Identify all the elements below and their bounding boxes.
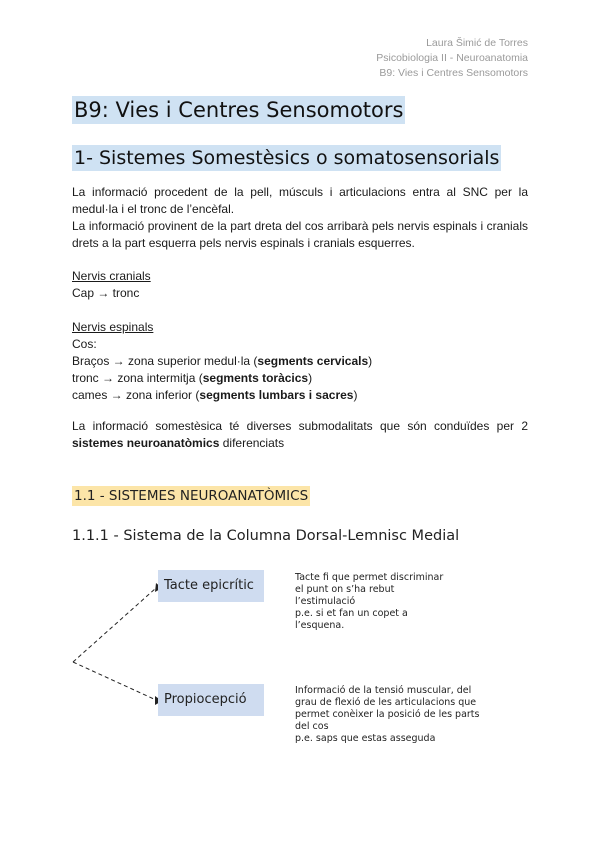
note-1-line-1: Tacte fi que permet discriminar: [295, 572, 444, 583]
paragraph-1-text: La informació procedent de la pell, músculs i articulacions entra al SNC per la medul·la i el tronc de l’encèfal.: [72, 185, 528, 216]
cranial-nerves-label: Nervis cranials: [72, 269, 151, 283]
document-title: B9: Vies i Centres Sensomotors: [74, 98, 404, 122]
arms-bold: segments cervicals: [257, 354, 369, 368]
spinal-nerves-label: Nervis espinals: [72, 320, 154, 334]
box-propiocepcio: [158, 684, 264, 716]
legs-prefix: cames → zona inferior (: [72, 388, 200, 402]
header-author: Laura Šimić de Torres: [426, 37, 528, 49]
note-1-line-5: l’esquena.: [295, 620, 345, 631]
note-tacte-epicritic: [295, 572, 495, 632]
note-1-line-2: el punt on s’ha rebut: [295, 584, 395, 595]
trunk-suffix: ): [308, 371, 313, 385]
connector-line-upper: [73, 588, 156, 662]
connector-line-lower: [73, 662, 156, 700]
box-tacte-epicritic: [158, 570, 264, 602]
legs-bold: segments lumbars i sacres: [199, 388, 354, 402]
box-tacte-epicritic-label: Tacte epicrític: [164, 578, 254, 593]
note-1-line-3: l’estimulació: [295, 596, 356, 607]
section-1-1-heading: 1.1 - SISTEMES NEUROANATÒMICS: [74, 488, 309, 504]
header-topic: B9: Vies i Centres Sensomotors: [379, 67, 528, 79]
arms-suffix: ): [368, 354, 373, 368]
arms-prefix: Braços → zona superior medul·la (: [72, 354, 258, 368]
note-2-line-3: permet conèixer la posició de les parts: [295, 709, 480, 720]
note-2-line-1: Informació de la tensió muscular, del: [295, 685, 472, 696]
cranial-nerves-line: Cap → tronc: [72, 286, 140, 300]
note-2-line-5: p.e. saps que estas asseguda: [295, 733, 436, 744]
note-1-line-4: p.e. si et fan un copet a: [295, 608, 408, 619]
paragraph-3-suffix: diferenciats: [219, 436, 285, 450]
note-propiocepcio: [295, 685, 525, 745]
paragraph-2-text: La informació provinent de la part dreta del cos arribarà pels nervis espinals i cranials drets a la part esquerra pels nervis espinals i cranials esquerres.: [72, 219, 528, 250]
note-2-line-4: del cos: [295, 721, 329, 732]
section-1-heading: 1- Sistemes Somestèsics o somatosensorials: [74, 147, 500, 169]
paragraph-3-bold: sistemes neuroanatòmics: [72, 436, 220, 450]
header-course: Psicobiologia II - Neuroanatomia: [376, 52, 528, 64]
section-1-1-1-heading: 1.1.1 - Sistema de la Columna Dorsal-Lemnisc Medial: [72, 528, 460, 544]
trunk-prefix: tronc → zona intermitja (: [72, 371, 203, 385]
note-2-line-2: grau de flexió de les articulacions que: [295, 697, 477, 708]
box-propiocepcio-label: Propiocepció: [164, 692, 247, 707]
trunk-bold: segments toràcics: [202, 371, 309, 385]
legs-suffix: ): [353, 388, 358, 402]
spinal-intro: Cos:: [72, 337, 97, 351]
paragraph-3-prefix: La informació somestèsica té diverses submodalitats que són conduïdes per 2: [72, 419, 528, 433]
